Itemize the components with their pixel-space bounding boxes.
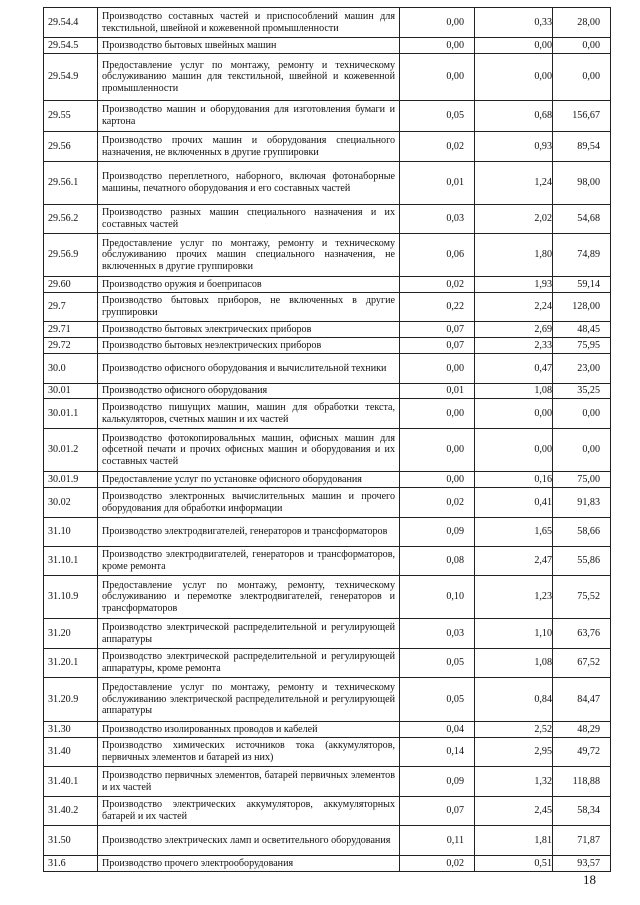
value-2: 0,00 — [475, 399, 553, 429]
value-2: 0,68 — [475, 101, 553, 132]
value-3: 28,00 — [553, 8, 611, 38]
value-2: 0,47 — [475, 354, 553, 384]
value-2: 2,95 — [475, 738, 553, 767]
value-2: 2,24 — [475, 293, 553, 322]
table-row — [44, 399, 611, 429]
value-2: 2,52 — [475, 722, 553, 738]
value-3: 75,95 — [553, 338, 611, 354]
activity-code: 29.56.1 — [44, 162, 98, 205]
value-3: 63,76 — [553, 619, 611, 649]
value-3: 0,00 — [553, 38, 611, 54]
table-row — [44, 576, 611, 619]
activity-name: Производство изолированных проводов и кабелей — [98, 722, 400, 738]
value-1: 0,00 — [400, 54, 475, 101]
activity-code: 29.54.5 — [44, 38, 98, 54]
activity-name: Производство пишущих машин, машин для обработки текста, калькуляторов, счетных машин и их частей — [98, 399, 400, 429]
activity-name: Производство электрической распределительной и регулирующей аппаратуры — [98, 619, 400, 649]
activity-code: 31.20.1 — [44, 649, 98, 678]
value-3: 75,52 — [553, 576, 611, 619]
value-2: 1,65 — [475, 518, 553, 547]
value-1: 0,05 — [400, 649, 475, 678]
value-1: 0,01 — [400, 162, 475, 205]
activity-name: Производство первичных элементов, батарей первичных элементов и их частей — [98, 767, 400, 797]
value-2: 0,51 — [475, 856, 553, 872]
table-row — [44, 856, 611, 872]
activity-name: Производство бытовых приборов, не включенных в другие группировки — [98, 293, 400, 322]
value-3: 74,89 — [553, 234, 611, 277]
activity-name: Производство разных машин специального назначения и их составных частей — [98, 205, 400, 234]
activity-name: Производство химических источников тока (аккумуляторов, первичных элементов и батарей из них) — [98, 738, 400, 767]
value-1: 0,11 — [400, 826, 475, 856]
activity-name: Производство офисного оборудования и вычислительной техники — [98, 354, 400, 384]
value-1: 0,02 — [400, 132, 475, 162]
value-3: 0,00 — [553, 399, 611, 429]
activity-name: Производство электрических аккумуляторов, аккумуляторных батарей и их частей — [98, 797, 400, 826]
activity-code: 29.55 — [44, 101, 98, 132]
value-1: 0,08 — [400, 547, 475, 576]
value-2: 0,16 — [475, 472, 553, 488]
value-3: 48,29 — [553, 722, 611, 738]
value-3: 67,52 — [553, 649, 611, 678]
value-2: 2,33 — [475, 338, 553, 354]
activity-code: 29.7 — [44, 293, 98, 322]
activity-code: 30.01.1 — [44, 399, 98, 429]
value-1: 0,05 — [400, 678, 475, 722]
activity-name: Предоставление услуг по монтажу, ремонту и техническому обслуживанию электрической распределительной и регулирующей аппаратуры — [98, 678, 400, 722]
value-1: 0,00 — [400, 472, 475, 488]
table-row — [44, 322, 611, 338]
activity-name: Производство переплетного, наборного, включая фотонаборные машины, печатного оборудования и его составных частей — [98, 162, 400, 205]
value-1: 0,10 — [400, 576, 475, 619]
activity-name: Производство бытовых швейных машин — [98, 38, 400, 54]
activity-code: 31.6 — [44, 856, 98, 872]
value-3: 58,34 — [553, 797, 611, 826]
activity-name: Производство бытовых неэлектрических приборов — [98, 338, 400, 354]
table-row — [44, 518, 611, 547]
value-3: 0,00 — [553, 429, 611, 472]
table-row — [44, 649, 611, 678]
activity-code: 31.20.9 — [44, 678, 98, 722]
value-2: 1,08 — [475, 649, 553, 678]
value-2: 2,69 — [475, 322, 553, 338]
value-1: 0,02 — [400, 856, 475, 872]
value-3: 128,00 — [553, 293, 611, 322]
activity-name: Производство оружия и боеприпасов — [98, 277, 400, 293]
table-row — [44, 488, 611, 518]
value-2: 0,33 — [475, 8, 553, 38]
activity-code: 30.01 — [44, 384, 98, 399]
page-number: 18 — [583, 872, 596, 887]
value-2: 1,80 — [475, 234, 553, 277]
value-3: 23,00 — [553, 354, 611, 384]
table-row — [44, 234, 611, 277]
value-3: 91,83 — [553, 488, 611, 518]
value-1: 0,09 — [400, 518, 475, 547]
table-row — [44, 797, 611, 826]
value-1: 0,01 — [400, 384, 475, 399]
value-3: 84,47 — [553, 678, 611, 722]
activity-code: 31.10.9 — [44, 576, 98, 619]
activity-codes-table — [43, 7, 611, 872]
activity-code: 30.01.2 — [44, 429, 98, 472]
activity-code: 29.54.9 — [44, 54, 98, 101]
activity-code: 31.10.1 — [44, 547, 98, 576]
activity-code: 29.56 — [44, 132, 98, 162]
value-1: 0,07 — [400, 322, 475, 338]
activity-code: 29.56.9 — [44, 234, 98, 277]
value-3: 58,66 — [553, 518, 611, 547]
value-1: 0,14 — [400, 738, 475, 767]
activity-code: 29.60 — [44, 277, 98, 293]
activity-code: 29.56.2 — [44, 205, 98, 234]
value-1: 0,00 — [400, 399, 475, 429]
table-row — [44, 8, 611, 38]
value-1: 0,03 — [400, 619, 475, 649]
activity-code: 31.10 — [44, 518, 98, 547]
value-3: 0,00 — [553, 54, 611, 101]
activity-code: 31.20 — [44, 619, 98, 649]
activity-name: Производство фотокопировальных машин, офисных машин для офсетной печати и прочих офисных машин и оборудования и их составных частей — [98, 429, 400, 472]
value-2: 0,93 — [475, 132, 553, 162]
activity-name: Производство электродвигателей, генераторов и трансформаторов, кроме ремонта — [98, 547, 400, 576]
activity-name: Производство составных частей и приспособлений машин для текстильной, швейной и кожевенной промышленности — [98, 8, 400, 38]
value-3: 98,00 — [553, 162, 611, 205]
value-2: 1,10 — [475, 619, 553, 649]
value-2: 0,00 — [475, 38, 553, 54]
value-2: 1,23 — [475, 576, 553, 619]
value-1: 0,06 — [400, 234, 475, 277]
table-row — [44, 132, 611, 162]
table-row — [44, 547, 611, 576]
table-row — [44, 738, 611, 767]
activity-name: Производство электродвигателей, генераторов и трансформаторов — [98, 518, 400, 547]
table-row — [44, 384, 611, 399]
table-row — [44, 354, 611, 384]
activity-name: Производство электронных вычислительных машин и прочего оборудования для обработки информации — [98, 488, 400, 518]
table-row — [44, 338, 611, 354]
activity-code: 31.40 — [44, 738, 98, 767]
table-row — [44, 54, 611, 101]
value-2: 2,45 — [475, 797, 553, 826]
table-row — [44, 826, 611, 856]
activity-name: Производство бытовых электрических приборов — [98, 322, 400, 338]
activity-name: Предоставление услуг по установке офисного оборудования — [98, 472, 400, 488]
activity-code: 29.54.4 — [44, 8, 98, 38]
table-row — [44, 767, 611, 797]
activity-code: 30.0 — [44, 354, 98, 384]
activity-name: Предоставление услуг по монтажу, ремонту и техническому обслуживанию прочих машин специального назначения, не включенных в другие группировки — [98, 234, 400, 277]
table-row — [44, 38, 611, 54]
value-2: 0,00 — [475, 54, 553, 101]
value-2: 1,81 — [475, 826, 553, 856]
table-row — [44, 472, 611, 488]
value-3: 48,45 — [553, 322, 611, 338]
value-2: 2,47 — [475, 547, 553, 576]
table-row — [44, 293, 611, 322]
value-1: 0,05 — [400, 101, 475, 132]
activity-name: Предоставление услуг по монтажу, ремонту и техническому обслуживанию машин для текстильной, швейной и кожевенной промышленности — [98, 54, 400, 101]
value-1: 0,04 — [400, 722, 475, 738]
activity-code: 31.40.1 — [44, 767, 98, 797]
table-row — [44, 619, 611, 649]
value-2: 0,00 — [475, 429, 553, 472]
value-1: 0,00 — [400, 38, 475, 54]
activity-name: Производство офисного оборудования — [98, 384, 400, 399]
value-3: 49,72 — [553, 738, 611, 767]
value-1: 0,02 — [400, 277, 475, 293]
value-1: 0,00 — [400, 354, 475, 384]
value-1: 0,09 — [400, 767, 475, 797]
value-2: 0,41 — [475, 488, 553, 518]
activity-code: 30.01.9 — [44, 472, 98, 488]
value-2: 0,84 — [475, 678, 553, 722]
table-row — [44, 429, 611, 472]
activity-code: 31.40.2 — [44, 797, 98, 826]
value-3: 59,14 — [553, 277, 611, 293]
value-2: 1,24 — [475, 162, 553, 205]
value-3: 35,25 — [553, 384, 611, 399]
value-3: 89,54 — [553, 132, 611, 162]
value-1: 0,07 — [400, 797, 475, 826]
activity-name: Производство прочего электрооборудования — [98, 856, 400, 872]
value-2: 2,02 — [475, 205, 553, 234]
value-1: 0,22 — [400, 293, 475, 322]
activity-name: Производство прочих машин и оборудования специального назначения, не включенных в другие группировки — [98, 132, 400, 162]
activity-code: 30.02 — [44, 488, 98, 518]
table-row — [44, 277, 611, 293]
table-row — [44, 722, 611, 738]
table-row — [44, 678, 611, 722]
table-row — [44, 101, 611, 132]
value-2: 1,93 — [475, 277, 553, 293]
value-3: 71,87 — [553, 826, 611, 856]
value-1: 0,00 — [400, 8, 475, 38]
activity-code: 29.72 — [44, 338, 98, 354]
value-1: 0,07 — [400, 338, 475, 354]
value-3: 93,57 — [553, 856, 611, 872]
value-1: 0,02 — [400, 488, 475, 518]
activity-code: 31.30 — [44, 722, 98, 738]
value-3: 75,00 — [553, 472, 611, 488]
value-1: 0,00 — [400, 429, 475, 472]
value-3: 156,67 — [553, 101, 611, 132]
activity-code: 31.50 — [44, 826, 98, 856]
activity-name: Производство электрических ламп и осветительного оборудования — [98, 826, 400, 856]
activity-name: Производство машин и оборудования для изготовления бумаги и картона — [98, 101, 400, 132]
table-row — [44, 162, 611, 205]
value-1: 0,03 — [400, 205, 475, 234]
value-2: 1,08 — [475, 384, 553, 399]
activity-name: Производство электрической распределительной и регулирующей аппаратуры, кроме ремонта — [98, 649, 400, 678]
activity-code: 29.71 — [44, 322, 98, 338]
value-3: 54,68 — [553, 205, 611, 234]
value-3: 55,86 — [553, 547, 611, 576]
value-3: 118,88 — [553, 767, 611, 797]
value-2: 1,32 — [475, 767, 553, 797]
activity-name: Предоставление услуг по монтажу, ремонту, техническому обслуживанию и перемотке электродвигателей, генераторов и трансформаторов — [98, 576, 400, 619]
table-row — [44, 205, 611, 234]
